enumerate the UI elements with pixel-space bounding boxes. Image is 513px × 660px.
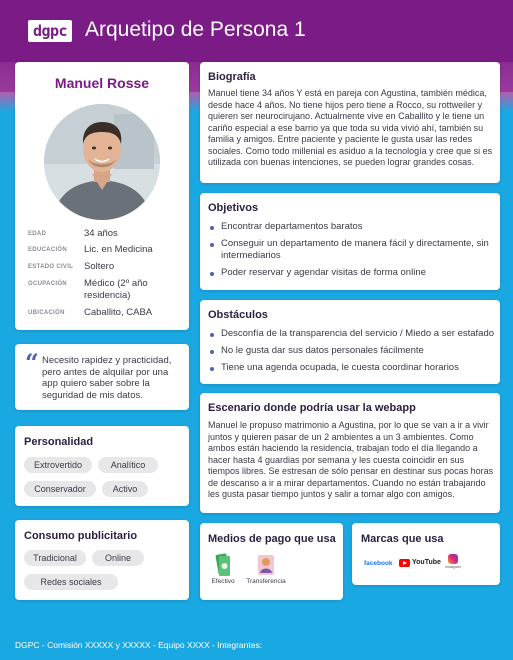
scenario-text: Manuel le propuso matrimonio a Agustina, por lo que se van a ir a vivir juntos y quieren pasar de un 2 ambientes a un 3 ambientes. Como ambos están haciendo la residencia, trabajan todo el día llegando a hacer hasta 4 guardias por semana y les cuesta coincidir en sus tiempos libres. Se estresan de sólo pensar en destinar sus pocas horas de descanso a ir a mirar departamentos. Cuando no están trabajando les gusta pasar tiempo juntos y salir a tomar algo con amigos. <box>208 420 494 499</box>
scenario-title: Escenario donde podría usar la webapp <box>208 402 416 414</box>
advertising-card <box>15 520 189 600</box>
field-label: ESTADO CIVIL <box>28 264 74 270</box>
tag-advertising: Tradicional <box>24 550 86 566</box>
field-value: Médico (2º año residencia) <box>84 278 148 301</box>
quote-icon: “ <box>25 348 39 377</box>
tag-personality: Analítico <box>98 457 158 473</box>
field-value: Soltero <box>84 261 115 272</box>
field-value: 34 años <box>84 228 118 239</box>
field-label: UBICACIÓN <box>28 310 65 316</box>
tag-personality: Conservador <box>24 481 96 497</box>
payment-label: Efectivo <box>211 578 235 585</box>
footer-text: DGPC - Comisión XXXXX y XXXXX - Equipo XXXX - Integrantes: <box>15 640 263 650</box>
goals-title: Objetivos <box>208 202 259 214</box>
payment-card <box>200 523 343 600</box>
youtube-play-triangle <box>403 561 407 565</box>
payment-title: Medios de pago que usa <box>208 533 336 545</box>
field-label: EDUCACIÓN <box>28 247 68 253</box>
tag-advertising: Online <box>92 550 144 566</box>
instagram-logo <box>445 554 461 570</box>
youtube-label: YouTube <box>412 559 441 566</box>
personality-title: Personalidad <box>24 436 94 448</box>
list-item: No le gusta dar sus datos personales fácilmente <box>208 345 496 357</box>
scenario-card <box>200 393 500 513</box>
profile-card <box>15 62 189 330</box>
list-item: Conseguir un departamento de manera fácil y directamente, sin intermediarios <box>208 238 496 262</box>
obstacles-title: Obstáculos <box>208 309 268 321</box>
tag-personality: Activo <box>102 481 148 497</box>
biography-card <box>200 62 500 183</box>
list-item: Poder reservar y agendar visitas de forma online <box>208 267 496 279</box>
tag-advertising: Redes sociales <box>24 574 118 590</box>
page-header <box>0 0 513 62</box>
tag-personality: Extrovertido <box>24 457 92 473</box>
list-item: Desconfía de la transparencia del servicio / Miedo a ser estafado <box>208 328 496 340</box>
brands-card <box>352 523 500 585</box>
field-label: EDAD <box>28 231 47 237</box>
page-title: Arquetipo de Persona 1 <box>85 18 306 41</box>
dgpc-logo: dgpc <box>28 20 72 42</box>
biography-text: Manuel tiene 34 años Y está en pareja con Agustina, también médica, desde hace 4 años. No tiene hijos pero tiene a Rocco, su rottweiler y quieren ser neurocirujano. Actualmente vive en Caballito y le tiene un cariño especial a ese barrio ya que toda su vida vivió ahí, también su familia y amigos. Entre paciente y paciente le gusta usar las redes sociales. Como todo millenial es asiduo a la tecnología y cree que si es utilizada con buenas intenciones, se pueden lograr grandes cosas. <box>208 88 493 167</box>
field-value: Caballito, CABA <box>84 307 153 318</box>
list-item: Tiene una agenda ocupada, le cuesta coordinar horarios <box>208 362 496 374</box>
obstacles-card <box>200 300 500 384</box>
field-value: Lic. en Medicina <box>84 244 153 255</box>
field-label: OCUPACIÓN <box>28 281 67 287</box>
instagram-glyph <box>448 554 458 564</box>
quote-card <box>15 344 189 410</box>
instagram-label: Instagram <box>445 565 461 569</box>
person-photo-icon <box>44 104 160 220</box>
goals-list <box>208 221 496 279</box>
obstacles-list <box>208 328 496 374</box>
advertising-title: Consumo publicitario <box>24 530 138 542</box>
youtube-logo <box>399 558 441 568</box>
persona-name: Manuel Rosse <box>54 75 150 91</box>
quote-text: Necesito rapidez y practicidad, pero antes de alquilar por una app quiero saber sobre la seguridad de mis datos. <box>42 355 172 401</box>
facebook-logo: facebook <box>364 560 393 567</box>
transfer-icon <box>257 553 275 577</box>
list-item: Encontrar departamentos baratos <box>208 221 496 233</box>
personality-card <box>15 426 189 506</box>
goals-card <box>200 193 500 290</box>
biography-title: Biografía <box>208 71 256 83</box>
cash-icon <box>214 553 232 577</box>
payment-label: Transferencia <box>246 578 286 585</box>
brands-title: Marcas que usa <box>361 533 444 545</box>
